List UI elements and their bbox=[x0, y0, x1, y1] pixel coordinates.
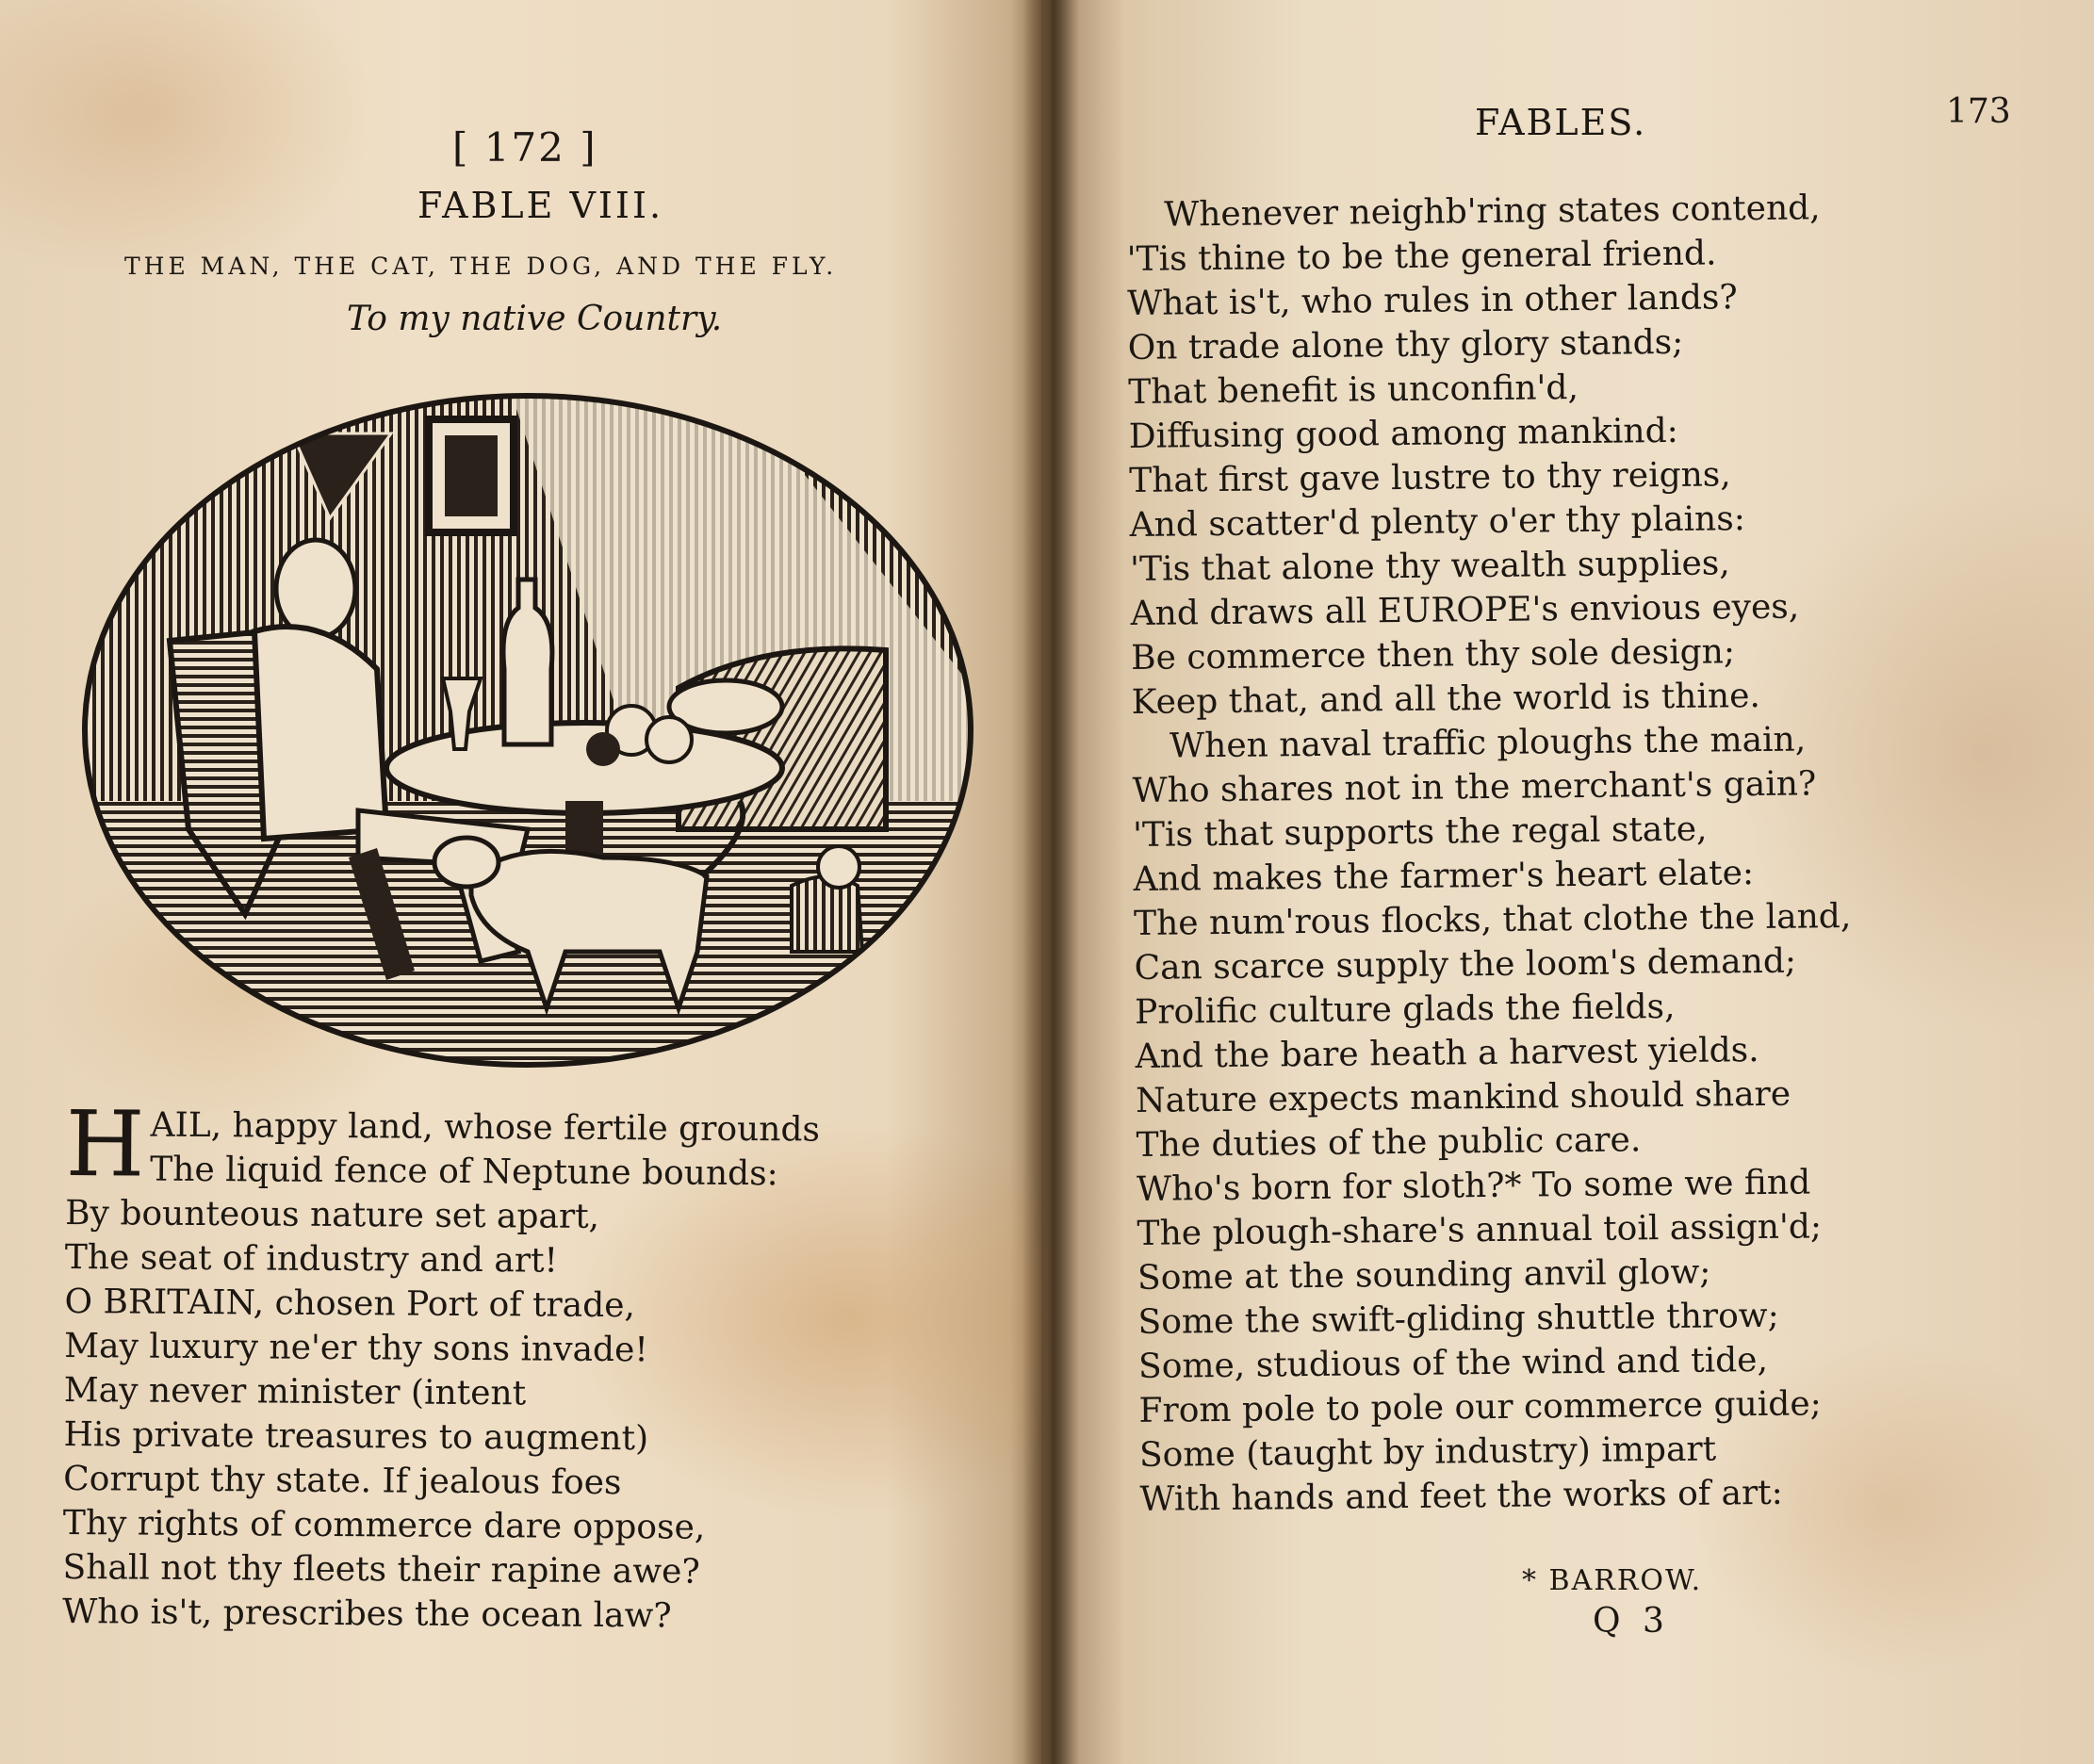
poem-line: From pole to pole our commerce guide; bbox=[1138, 1384, 1822, 1430]
poem-line: What is't, who rules in other lands? bbox=[1127, 278, 1738, 323]
poem-line: The plough-share's annual toil assign'd; bbox=[1137, 1207, 1823, 1253]
poem-line: And the bare heath a harvest yields. bbox=[1135, 1031, 1759, 1076]
woodcut-illustration bbox=[75, 386, 980, 1074]
poem-line: 'Tis thine to be the general friend. bbox=[1126, 234, 1717, 279]
poem-line: Prolific culture glads the fields, bbox=[1134, 987, 1676, 1032]
book-gutter bbox=[1022, 0, 1079, 1764]
poem-line: The seat of industry and art! bbox=[64, 1237, 559, 1281]
poem-line: Keep that, and all the world is thine. bbox=[1131, 676, 1761, 722]
poem-line: By bounteous nature set apart, bbox=[65, 1193, 600, 1236]
poem-line: Nature expects mankind should share bbox=[1135, 1074, 1791, 1120]
left-page bbox=[0, 0, 1041, 1764]
page-number: 173 bbox=[1946, 92, 2011, 131]
poem-line: Thy rights of commerce dare oppose, bbox=[62, 1503, 706, 1547]
dedication: To my native Country. bbox=[347, 300, 723, 338]
poem-line: That benefit is unconfin'd, bbox=[1128, 368, 1579, 412]
poem-line: The duties of the public care. bbox=[1136, 1120, 1642, 1165]
poem-line: With hands and feet the works of art: bbox=[1139, 1473, 1783, 1519]
poem-line: AIL, happy land, whose fertile grounds bbox=[150, 1105, 821, 1150]
poem-line: Be commerce then thy sole design; bbox=[1130, 632, 1736, 678]
poem-line: Who shares not in the merchant's gain? bbox=[1132, 764, 1817, 810]
poem-line: 'Tis that alone thy wealth supplies, bbox=[1129, 544, 1730, 589]
poem-line: On trade alone thy glory stands; bbox=[1127, 322, 1684, 368]
poem-line: Corrupt thy state. If jealous foes bbox=[63, 1459, 622, 1503]
page-number: [ 172 ] bbox=[452, 124, 597, 171]
drop-cap: H bbox=[65, 1091, 145, 1198]
poem-line: May never minister (intent bbox=[63, 1370, 527, 1413]
poem-line: That first gave lustre to thy reigns, bbox=[1128, 455, 1731, 500]
poem-line: Who is't, prescribes the ocean law? bbox=[62, 1592, 672, 1636]
poem-line: Some at the sounding anvil glow; bbox=[1137, 1252, 1711, 1298]
poem-line: Who's born for sloth?* To some we find bbox=[1136, 1163, 1811, 1209]
poem-line: Diffusing good among mankind: bbox=[1128, 411, 1678, 456]
poem-line: 'Tis that supports the regal state, bbox=[1132, 809, 1708, 855]
poem-line: May luxury ne'er thy sons invade! bbox=[64, 1326, 648, 1370]
left-poem bbox=[62, 1091, 821, 1639]
poem-line: Shall not thy fleets their rapine awe? bbox=[62, 1547, 700, 1592]
poem-line: And scatter'd plenty o'er thy plains: bbox=[1129, 499, 1746, 545]
poem-line: Whenever neighb'ring states contend, bbox=[1164, 188, 1821, 235]
running-head: FABLES. bbox=[1475, 102, 1647, 143]
poem-line: Some, studious of the wind and tide, bbox=[1137, 1340, 1769, 1386]
footnote: * BARROW. bbox=[1522, 1564, 1703, 1597]
poem-line: The num'rous flocks, that clothe the land, bbox=[1133, 896, 1852, 943]
poem-line: O BRITAIN, chosen Port of trade, bbox=[64, 1282, 636, 1326]
right-page bbox=[1041, 0, 2094, 1764]
poem-line: Some (taught by industry) impart bbox=[1138, 1429, 1717, 1475]
signature-mark: Q 3 bbox=[1593, 1602, 1670, 1641]
right-poem bbox=[1126, 186, 1857, 1522]
poem-line: The liquid fence of Neptune bounds: bbox=[150, 1150, 778, 1194]
poem-line: His private treasures to augment) bbox=[63, 1414, 649, 1459]
fable-title: FABLE VIII. bbox=[417, 185, 664, 226]
poem-line: Can scarce supply the loom's demand; bbox=[1134, 941, 1797, 988]
poem-line: Some the swift-gliding shuttle throw; bbox=[1137, 1296, 1779, 1342]
fable-subtitle: THE MAN, THE CAT, THE DOG, AND THE FLY. bbox=[124, 253, 838, 280]
poem-line: And makes the farmer's heart elate: bbox=[1133, 854, 1755, 899]
poem-line: When naval traffic ploughs the main, bbox=[1169, 720, 1807, 766]
poem-line: And draws all EUROPE's envious eyes, bbox=[1130, 587, 1800, 633]
